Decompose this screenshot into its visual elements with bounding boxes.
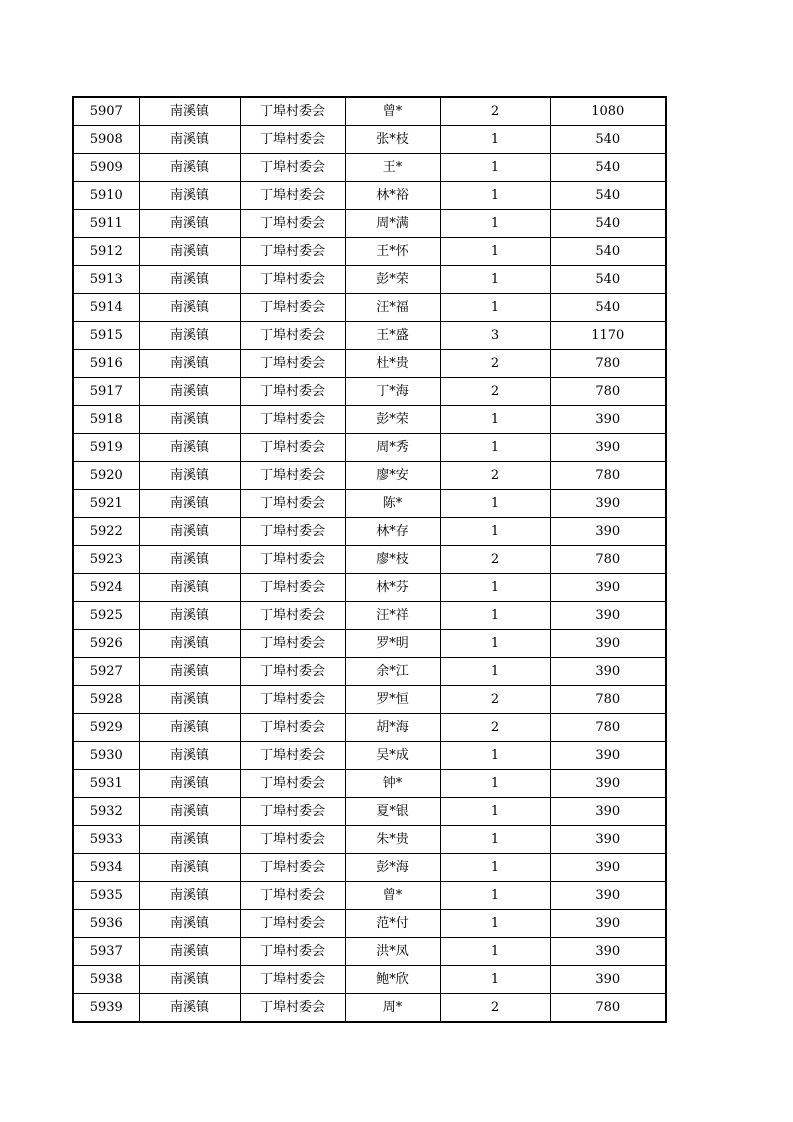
village-committee-cell: 丁埠村委会 [240, 154, 345, 182]
village-committee-cell: 丁埠村委会 [240, 742, 345, 770]
town-cell: 南溪镇 [139, 462, 240, 490]
town-cell: 南溪镇 [139, 602, 240, 630]
town-cell: 南溪镇 [139, 350, 240, 378]
count-cell: 1 [440, 798, 550, 826]
village-committee-cell: 丁埠村委会 [240, 714, 345, 742]
town-cell: 南溪镇 [139, 546, 240, 574]
village-committee-cell: 丁埠村委会 [240, 378, 345, 406]
town-cell: 南溪镇 [139, 798, 240, 826]
table-row [73, 910, 666, 938]
serial-number-cell: 5915 [73, 322, 139, 350]
town-cell: 南溪镇 [139, 238, 240, 266]
serial-number-cell: 5939 [73, 994, 139, 1023]
town-cell: 南溪镇 [139, 378, 240, 406]
amount-cell: 390 [550, 434, 666, 462]
name-cell: 汪*福 [345, 294, 440, 322]
count-cell: 1 [440, 826, 550, 854]
count-cell: 1 [440, 742, 550, 770]
village-committee-cell: 丁埠村委会 [240, 966, 345, 994]
serial-number-cell: 5932 [73, 798, 139, 826]
table-row [73, 97, 666, 126]
count-cell: 1 [440, 630, 550, 658]
amount-cell: 390 [550, 490, 666, 518]
village-committee-cell: 丁埠村委会 [240, 630, 345, 658]
amount-cell: 780 [550, 686, 666, 714]
table-row [73, 350, 666, 378]
village-committee-cell: 丁埠村委会 [240, 798, 345, 826]
table-row [73, 686, 666, 714]
serial-number-cell: 5912 [73, 238, 139, 266]
table-row [73, 854, 666, 882]
name-cell: 丁*海 [345, 378, 440, 406]
town-cell: 南溪镇 [139, 574, 240, 602]
table-row [73, 210, 666, 238]
village-committee-cell: 丁埠村委会 [240, 490, 345, 518]
serial-number-cell: 5928 [73, 686, 139, 714]
village-committee-cell: 丁埠村委会 [240, 406, 345, 434]
town-cell: 南溪镇 [139, 518, 240, 546]
amount-cell: 390 [550, 742, 666, 770]
table-row [73, 294, 666, 322]
table-row [73, 826, 666, 854]
amount-cell: 540 [550, 266, 666, 294]
serial-number-cell: 5925 [73, 602, 139, 630]
name-cell: 廖*安 [345, 462, 440, 490]
amount-cell: 1080 [550, 97, 666, 126]
table-row [73, 602, 666, 630]
town-cell: 南溪镇 [139, 97, 240, 126]
village-committee-cell: 丁埠村委会 [240, 462, 345, 490]
amount-cell: 390 [550, 658, 666, 686]
village-committee-cell: 丁埠村委会 [240, 97, 345, 126]
serial-number-cell: 5926 [73, 630, 139, 658]
name-cell: 汪*祥 [345, 602, 440, 630]
table-row [73, 490, 666, 518]
serial-number-cell: 5916 [73, 350, 139, 378]
table-row [73, 882, 666, 910]
name-cell: 王*盛 [345, 322, 440, 350]
amount-cell: 540 [550, 154, 666, 182]
count-cell: 1 [440, 938, 550, 966]
count-cell: 1 [440, 518, 550, 546]
village-committee-cell: 丁埠村委会 [240, 770, 345, 798]
name-cell: 鲍*欣 [345, 966, 440, 994]
serial-number-cell: 5908 [73, 126, 139, 154]
town-cell: 南溪镇 [139, 182, 240, 210]
amount-cell: 540 [550, 294, 666, 322]
amount-cell: 390 [550, 602, 666, 630]
amount-cell: 780 [550, 462, 666, 490]
table-row [73, 126, 666, 154]
serial-number-cell: 5930 [73, 742, 139, 770]
table-row [73, 266, 666, 294]
name-cell: 钟* [345, 770, 440, 798]
serial-number-cell: 5937 [73, 938, 139, 966]
name-cell: 朱*贵 [345, 826, 440, 854]
town-cell: 南溪镇 [139, 126, 240, 154]
table-row [73, 518, 666, 546]
village-committee-cell: 丁埠村委会 [240, 602, 345, 630]
table-row [73, 938, 666, 966]
count-cell: 1 [440, 210, 550, 238]
town-cell: 南溪镇 [139, 294, 240, 322]
name-cell: 曾* [345, 97, 440, 126]
count-cell: 1 [440, 966, 550, 994]
town-cell: 南溪镇 [139, 210, 240, 238]
village-committee-cell: 丁埠村委会 [240, 658, 345, 686]
table-row [73, 714, 666, 742]
serial-number-cell: 5938 [73, 966, 139, 994]
serial-number-cell: 5911 [73, 210, 139, 238]
serial-number-cell: 5914 [73, 294, 139, 322]
town-cell: 南溪镇 [139, 826, 240, 854]
count-cell: 1 [440, 294, 550, 322]
amount-cell: 390 [550, 882, 666, 910]
amount-cell: 390 [550, 938, 666, 966]
amount-cell: 390 [550, 518, 666, 546]
village-committee-cell: 丁埠村委会 [240, 994, 345, 1023]
town-cell: 南溪镇 [139, 154, 240, 182]
count-cell: 2 [440, 714, 550, 742]
count-cell: 2 [440, 686, 550, 714]
village-committee-cell: 丁埠村委会 [240, 518, 345, 546]
count-cell: 1 [440, 154, 550, 182]
amount-cell: 540 [550, 210, 666, 238]
count-cell: 1 [440, 490, 550, 518]
village-committee-cell: 丁埠村委会 [240, 182, 345, 210]
amount-cell: 780 [550, 714, 666, 742]
serial-number-cell: 5918 [73, 406, 139, 434]
data-table [72, 96, 667, 1023]
serial-number-cell: 5933 [73, 826, 139, 854]
table-row [73, 630, 666, 658]
town-cell: 南溪镇 [139, 406, 240, 434]
count-cell: 1 [440, 882, 550, 910]
village-committee-cell: 丁埠村委会 [240, 266, 345, 294]
amount-cell: 390 [550, 798, 666, 826]
count-cell: 1 [440, 434, 550, 462]
table-row [73, 406, 666, 434]
count-cell: 1 [440, 658, 550, 686]
amount-cell: 390 [550, 826, 666, 854]
table-row [73, 546, 666, 574]
village-committee-cell: 丁埠村委会 [240, 434, 345, 462]
table-row [73, 966, 666, 994]
name-cell: 夏*银 [345, 798, 440, 826]
name-cell: 林*裕 [345, 182, 440, 210]
village-committee-cell: 丁埠村委会 [240, 546, 345, 574]
count-cell: 1 [440, 602, 550, 630]
serial-number-cell: 5935 [73, 882, 139, 910]
town-cell: 南溪镇 [139, 994, 240, 1023]
count-cell: 2 [440, 546, 550, 574]
village-committee-cell: 丁埠村委会 [240, 826, 345, 854]
amount-cell: 390 [550, 854, 666, 882]
count-cell: 2 [440, 994, 550, 1023]
count-cell: 3 [440, 322, 550, 350]
table-row [73, 994, 666, 1023]
table-row [73, 742, 666, 770]
town-cell: 南溪镇 [139, 490, 240, 518]
amount-cell: 780 [550, 546, 666, 574]
table-row [73, 154, 666, 182]
town-cell: 南溪镇 [139, 854, 240, 882]
count-cell: 1 [440, 854, 550, 882]
count-cell: 1 [440, 574, 550, 602]
village-committee-cell: 丁埠村委会 [240, 938, 345, 966]
town-cell: 南溪镇 [139, 966, 240, 994]
name-cell: 廖*枝 [345, 546, 440, 574]
town-cell: 南溪镇 [139, 322, 240, 350]
town-cell: 南溪镇 [139, 434, 240, 462]
town-cell: 南溪镇 [139, 742, 240, 770]
serial-number-cell: 5924 [73, 574, 139, 602]
village-committee-cell: 丁埠村委会 [240, 238, 345, 266]
amount-cell: 390 [550, 630, 666, 658]
town-cell: 南溪镇 [139, 714, 240, 742]
amount-cell: 540 [550, 126, 666, 154]
amount-cell: 540 [550, 238, 666, 266]
amount-cell: 780 [550, 994, 666, 1023]
village-committee-cell: 丁埠村委会 [240, 210, 345, 238]
table-row [73, 182, 666, 210]
count-cell: 1 [440, 126, 550, 154]
serial-number-cell: 5923 [73, 546, 139, 574]
serial-number-cell: 5921 [73, 490, 139, 518]
data-table-container [72, 96, 665, 1023]
name-cell: 洪*凤 [345, 938, 440, 966]
serial-number-cell: 5910 [73, 182, 139, 210]
serial-number-cell: 5929 [73, 714, 139, 742]
serial-number-cell: 5913 [73, 266, 139, 294]
town-cell: 南溪镇 [139, 882, 240, 910]
name-cell: 林*存 [345, 518, 440, 546]
serial-number-cell: 5922 [73, 518, 139, 546]
town-cell: 南溪镇 [139, 266, 240, 294]
name-cell: 彭*荣 [345, 266, 440, 294]
table-row [73, 238, 666, 266]
amount-cell: 1170 [550, 322, 666, 350]
name-cell: 王* [345, 154, 440, 182]
count-cell: 1 [440, 770, 550, 798]
count-cell: 1 [440, 182, 550, 210]
serial-number-cell: 5927 [73, 658, 139, 686]
name-cell: 周*秀 [345, 434, 440, 462]
town-cell: 南溪镇 [139, 770, 240, 798]
count-cell: 1 [440, 266, 550, 294]
amount-cell: 780 [550, 378, 666, 406]
name-cell: 胡*海 [345, 714, 440, 742]
amount-cell: 390 [550, 966, 666, 994]
name-cell: 罗*恒 [345, 686, 440, 714]
table-row [73, 462, 666, 490]
count-cell: 1 [440, 238, 550, 266]
name-cell: 彭*荣 [345, 406, 440, 434]
count-cell: 2 [440, 462, 550, 490]
name-cell: 杜*贵 [345, 350, 440, 378]
name-cell: 范*付 [345, 910, 440, 938]
table-row [73, 434, 666, 462]
name-cell: 林*芬 [345, 574, 440, 602]
amount-cell: 390 [550, 574, 666, 602]
town-cell: 南溪镇 [139, 938, 240, 966]
town-cell: 南溪镇 [139, 630, 240, 658]
village-committee-cell: 丁埠村委会 [240, 910, 345, 938]
town-cell: 南溪镇 [139, 686, 240, 714]
name-cell: 周* [345, 994, 440, 1023]
table-row [73, 322, 666, 350]
count-cell: 2 [440, 350, 550, 378]
village-committee-cell: 丁埠村委会 [240, 574, 345, 602]
village-committee-cell: 丁埠村委会 [240, 854, 345, 882]
name-cell: 王*怀 [345, 238, 440, 266]
village-committee-cell: 丁埠村委会 [240, 686, 345, 714]
serial-number-cell: 5909 [73, 154, 139, 182]
table-body [73, 97, 666, 1022]
amount-cell: 390 [550, 406, 666, 434]
name-cell: 彭*海 [345, 854, 440, 882]
table-row [73, 574, 666, 602]
town-cell: 南溪镇 [139, 910, 240, 938]
village-committee-cell: 丁埠村委会 [240, 882, 345, 910]
count-cell: 2 [440, 97, 550, 126]
serial-number-cell: 5907 [73, 97, 139, 126]
village-committee-cell: 丁埠村委会 [240, 350, 345, 378]
name-cell: 吴*成 [345, 742, 440, 770]
serial-number-cell: 5920 [73, 462, 139, 490]
table-row [73, 378, 666, 406]
name-cell: 陈* [345, 490, 440, 518]
amount-cell: 780 [550, 350, 666, 378]
name-cell: 周*满 [345, 210, 440, 238]
village-committee-cell: 丁埠村委会 [240, 294, 345, 322]
village-committee-cell: 丁埠村委会 [240, 322, 345, 350]
serial-number-cell: 5919 [73, 434, 139, 462]
amount-cell: 390 [550, 910, 666, 938]
count-cell: 1 [440, 406, 550, 434]
name-cell: 张*枝 [345, 126, 440, 154]
count-cell: 1 [440, 910, 550, 938]
table-row [73, 798, 666, 826]
village-committee-cell: 丁埠村委会 [240, 126, 345, 154]
count-cell: 2 [440, 378, 550, 406]
name-cell: 罗*明 [345, 630, 440, 658]
name-cell: 余*江 [345, 658, 440, 686]
serial-number-cell: 5934 [73, 854, 139, 882]
town-cell: 南溪镇 [139, 658, 240, 686]
serial-number-cell: 5917 [73, 378, 139, 406]
amount-cell: 390 [550, 770, 666, 798]
serial-number-cell: 5931 [73, 770, 139, 798]
table-row [73, 658, 666, 686]
amount-cell: 540 [550, 182, 666, 210]
serial-number-cell: 5936 [73, 910, 139, 938]
table-row [73, 770, 666, 798]
name-cell: 曾* [345, 882, 440, 910]
